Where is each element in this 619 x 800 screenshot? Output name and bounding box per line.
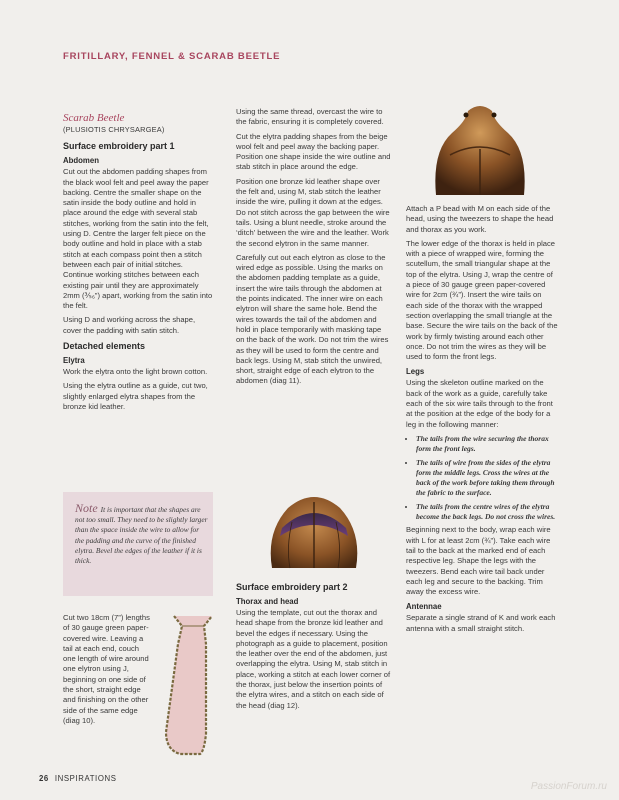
paragraph: Work the elytra onto the light brown cotton. — [63, 367, 208, 377]
legs-bullet-list — [406, 434, 558, 522]
heading-legs: Legs — [406, 367, 425, 377]
column-1 — [63, 112, 213, 416]
paragraph: Cut out the abdomen padding shapes from the black wool felt and peel away the paper backing. Centre the smaller shape on the satin inside the body outline and hold in place around the edge with several stab stitches, working from the satin into the felt, using D. Centre the larger felt piece on the body outline and hold in place with a stab stitch at each compass point then a stitch between each pair of initial stitches. Continue working stitches between each existing pair until they are approximately 2mm (⅗₆”) apart, working from the satin into the felt. — [63, 167, 213, 311]
heading-detached: Detached elements — [63, 341, 146, 352]
paragraph: Using D and working across the shape, cover the padding with satin stitch. — [63, 315, 196, 335]
paragraph: Using the elytra outline as a guide, cut two, slightly enlarged elytra shapes from the bronze kid leather. — [63, 381, 208, 411]
note-label: Note — [75, 501, 98, 515]
paragraph: Beginning next to the body, wrap each wire with L for at least 2cm (¾”). Take each wire tail to the back at the marked end of each respective leg. Shape the legs with the tweezers. Bend each wire tail back under each leg and secure to the backing. Trim away the excess wire. — [406, 525, 551, 597]
section-title: FRITILLARY, FENNEL & SCARAB BEETLE — [63, 51, 281, 62]
latin-name: (PLUSIOTIS CHRYSARGEA) — [63, 125, 165, 134]
heading-antennae: Antennae — [406, 602, 442, 612]
paragraph: Carefully cut out each elytron as close to the wired edge as possible. Using the marks on the abdomen padding template as a guide, insert the wire tails through the abdomen at the points indicated. The inner wire on each elytron will share the same hole. Bend the wires towards the tail of the abdomen and hold in place temporarily with masking tape on the back of the work. Do not trim the wires as they will be used to form the centre and back legs. Using M, stab stitch the unwired, short, straight edge of each elytron to the abdomen (diag 11). — [236, 252, 389, 386]
page-footer — [39, 774, 117, 783]
heading-thorax: Thorax and head — [236, 597, 299, 606]
page-number: 26 — [39, 774, 49, 783]
elytron-wire-diagram — [160, 614, 218, 764]
note-text — [75, 503, 209, 566]
column-2-lower — [236, 577, 391, 715]
paragraph: The lower edge of the thorax is held in place with a piece of wrapped wire, forming the scutellum, the small triangular shape at the top of the elytra. Using J, wrap the centre of a piece of 30 gauge green paper-covered wire for 2cm (¾”). Insert the wire tails on each side of the thorax with the wrapped section overlapping the small triangle at the base. Secure the wire tails on the back of the work by firmly twisting around each other once. Do not trim the wires as they will be used to form the front legs. — [406, 238, 558, 362]
paragraph: Cut the elytra padding shapes from the beige wool felt and peel away the backing paper. Position one shape inside the wire outline and stab stitch in place around the edge. — [236, 131, 391, 172]
heading-surface-1: Surface embroidery part 1 — [63, 141, 175, 152]
heading-abdomen: Abdomen — [63, 156, 99, 166]
column-2 — [236, 107, 391, 391]
paragraph: Separate a single strand of K and work each antenna with a small straight stitch. — [406, 613, 556, 633]
thorax-photo — [428, 103, 532, 195]
heading-elytra: Elytra — [63, 356, 85, 366]
paragraph: Using the same thread, overcast the wire to the fabric, ensuring it is completely covered. — [236, 107, 384, 127]
elytra-photo — [262, 492, 366, 570]
watermark: PassionForum.ru — [530, 781, 607, 792]
list-item: • The tails from the wire securing the thorax form the front legs. — [416, 434, 558, 455]
wire-instructions: Cut two 18cm (7”) lengths of 30 gauge green paper-covered wire. Leaving a tail at each end, couch one length of wire around one elytron using J, beginning on one side of the short, straight edge and finishing on the other side of the same edge (diag 10). — [63, 613, 150, 725]
list-item: • The tails from the centre wires of the elytra become the back legs. Do not cross the wires. — [416, 502, 558, 523]
note-box — [63, 492, 213, 596]
heading-surface-2: Surface embroidery part 2 — [236, 582, 348, 592]
magazine-name: INSPIRATIONS — [54, 774, 117, 783]
paragraph: Position one bronze kid leather shape over the felt and, using M, stab stitch the leather inside the wire, pulling it down at the edges. Do not stitch across the gap between the wire tails. Using a blunt needle, stroke around the ‘ditch’ between the wire and the leather. Work the second elytron in the same manner. — [236, 176, 390, 248]
project-title: Scarab Beetle — [63, 112, 125, 124]
paragraph: Using the skeleton outline marked on the back of the work as a guide, carefully take each of the six wire tails through to the front at the position at the edge of the body for a leg in the following manner: — [406, 378, 553, 429]
note-body: It is important that the shapes are not too small. They need to be slightly larger than the space inside the wire to allow for the padding and the curve of the finished elytra. Bevel the edges of the leather if it is thick. — [75, 505, 208, 566]
list-item: • The tails of wire from the sides of the elytra form the middle legs. Cross the wires at the back of the work before taking them through the fabric to the surface. — [416, 458, 558, 499]
paragraph: Using the template, cut out the thorax and head shape from the bronze kid leather and bevel the edges if necessary. Using the photograph as a guide to placement, position the leather over the end of the abdomen, just overlapping the elytra. Using M, stab stitch in place, working a stitch at each lower corner of the thorax, just below the insertion points of the elytra wires, and a stitch on each side of the head (diag 12). — [236, 608, 391, 710]
column-3 — [406, 204, 558, 638]
paragraph: Attach a P bead with M on each side of the head, using the tweezers to shape the head and thorax as you work. — [406, 204, 554, 234]
